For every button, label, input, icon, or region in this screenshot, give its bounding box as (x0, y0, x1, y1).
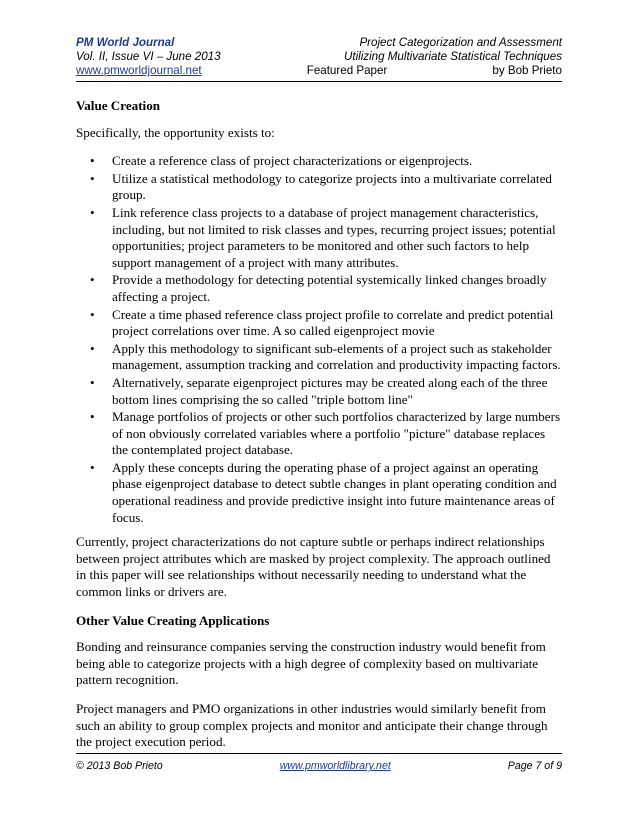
bullet-icon: • (90, 170, 95, 186)
library-website-link[interactable]: www.pmworldlibrary.net (279, 760, 391, 772)
page-body (76, 92, 562, 763)
journal-name: PM World Journal (76, 36, 175, 49)
paragraph-bonding: Bonding and reinsurance companies serving the construction industry would benefit from being able to categorize projects with a high degree of complexity based on multivariate pattern recognition. (76, 639, 546, 688)
bullet-icon: • (90, 306, 95, 322)
footer-rule (76, 753, 562, 754)
list-item: • Apply this methodology to significant sub-elements of a project such as stakeholder management, assumption tracking and correlation and productivity impacting factors. (90, 340, 561, 373)
list-item: • Alternatively, separate eigenproject pictures may be created along each of the three bottom lines comprising the so called "triple bottom line" (90, 374, 548, 407)
page-number: Page 7 of 9 (507, 760, 562, 772)
journal-website-link[interactable]: www.pmworldjournal.net (76, 64, 202, 77)
section-heading-other-applications: Other Value Creating Applications (76, 612, 270, 628)
list-item: • Link reference class projects to a database of project management characteristics, including, but not limited to risk classes and types, recurring project issues; potential opportunities; project parameters to be monitored and other such factors to help support management of a project with many attributes. (90, 204, 556, 270)
issue-info: Vol. II, Issue VI – June 2013 (76, 50, 221, 63)
author-byline: by Bob Prieto (492, 64, 562, 77)
bullet-icon: • (90, 459, 95, 475)
intro-paragraph: Specifically, the opportunity exists to: (76, 124, 275, 140)
opportunity-list (76, 153, 562, 526)
paragraph-characterizations: Currently, project characterizations do not capture subtle or perhaps indirect relationships between project attributes which are masked by project complexity. The approach outlined in this paper will see relationships without necessarily needing to understand what the common links or drivers are. (76, 534, 551, 600)
list-item: • Provide a methodology for detecting potential systemically linked changes broadly affecting a project. (90, 272, 547, 304)
bullet-icon: • (90, 340, 95, 356)
copyright-notice: © 2013 Bob Prieto (76, 760, 163, 772)
section-label: Featured Paper (306, 64, 388, 77)
page-footer (76, 753, 562, 772)
paper-title-line2: Utilizing Multivariate Statistical Techniques (343, 50, 562, 63)
bullet-icon: • (90, 204, 95, 220)
bullet-icon: • (90, 272, 95, 288)
paragraph-pmo: Project managers and PMO organizations in other industries would similarly benefit from such an ability to group complex projects and monitor and anticipate their change through the project execution period. (76, 701, 548, 750)
bullet-icon: • (90, 153, 95, 169)
paper-title-line1: Project Categorization and Assessment (359, 36, 562, 49)
list-item: • Manage portfolios of projects or other such portfolios characterized by large numbers of non obviously correlated variables where a portfolio "picture" database replaces the contemplated project database. (90, 409, 561, 458)
list-item: • Create a reference class of project characterizations or eigenprojects. (90, 153, 473, 169)
bullet-icon: • (90, 374, 95, 390)
list-item: • Create a time phased reference class project profile to correlate and predict potential project correlations over time. A so called eigenproject movie (90, 306, 554, 339)
list-item: • Utilize a statistical methodology to categorize projects into a multivariate correlated group. (90, 170, 552, 203)
list-item: • Apply these concepts during the operating phase of a project against an operating phase eigenproject database to detect subtle changes in plant operating condition and operational readiness and provide predictive insight into future maintenance areas of focus. (90, 459, 557, 525)
bullet-icon: • (90, 409, 95, 425)
header-rule (76, 81, 562, 82)
page-header (76, 36, 562, 78)
section-heading-value-creation: Value Creation (76, 98, 161, 113)
